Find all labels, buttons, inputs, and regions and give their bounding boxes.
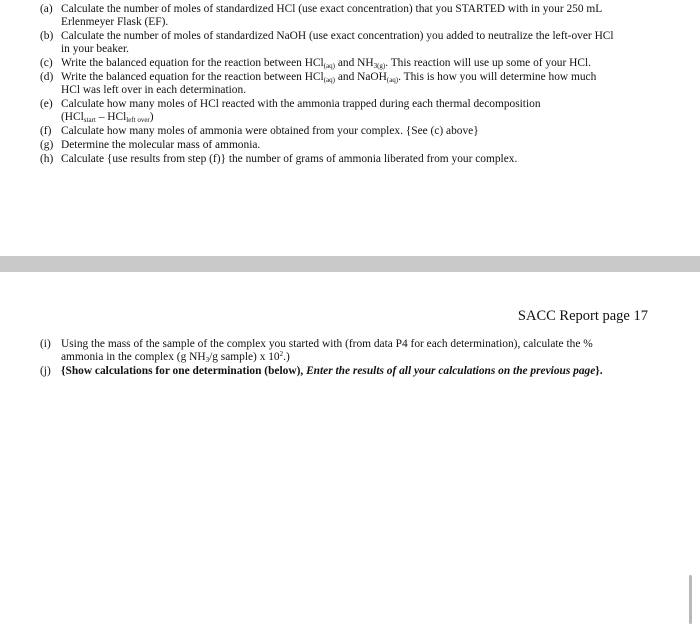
question-label: (g) (40, 139, 54, 151)
question-text: Determine the molecular mass of ammonia. (61, 139, 261, 151)
question-label: (a) (40, 3, 53, 15)
question-b (40, 30, 680, 56)
question-c (40, 57, 680, 70)
question-text: Write the balanced equation for the reaction between HCl (61, 71, 324, 83)
question-label: (c) (40, 57, 53, 69)
question-i (40, 338, 680, 364)
subscript: start (83, 116, 96, 124)
question-text: . This reaction will use up some of your HCl. (385, 57, 591, 69)
subscript: 3 (205, 356, 210, 364)
question-label: (h) (40, 153, 54, 165)
subscript: 3(g) (373, 62, 386, 70)
question-label: (f) (40, 125, 52, 137)
subscript: (aq) (386, 76, 399, 84)
question-text: Calculate how many moles of HCl reacted with the ammonia trapped during each thermal decomposition (61, 98, 541, 110)
question-text: Calculate how many moles of ammonia were obtained from your complex. {See (c) above} (61, 125, 479, 137)
question-text: Using the mass of the sample of the complex you started with (from data P4 for each determination), calculate the % (61, 338, 593, 350)
question-text-cont: Erlenmeyer Flask (EF). (61, 16, 169, 28)
report-page-title: SACC Report page 17 (517, 308, 648, 324)
page-divider (0, 256, 700, 272)
question-label: (i) (40, 338, 51, 350)
question-j (40, 365, 680, 378)
question-text: Write the balanced equation for the reaction between HCl (61, 57, 324, 69)
subscript: (aq) (323, 62, 335, 70)
question-text: .) (283, 351, 290, 363)
subscript: (aq) (323, 76, 335, 84)
question-text: Calculate the number of moles of standardized NaOH (use exact concentration) you added to neutralize the left-over HCl (61, 30, 614, 42)
question-d (40, 71, 680, 97)
question-label: (j) (40, 365, 51, 377)
superscript: 2 (279, 350, 284, 358)
question-e (40, 98, 680, 124)
question-text-cont: HCl was left over in each determination. (61, 84, 247, 96)
question-g (40, 139, 680, 152)
question-f (40, 125, 680, 138)
question-text: . This is how you will determine how much (398, 71, 597, 83)
question-list (40, 3, 680, 167)
instruction-end: }. (595, 365, 603, 377)
question-label: (d) (40, 71, 54, 83)
question-text: ammonia in the complex (g NH (61, 351, 206, 363)
formula-text: ) (149, 111, 154, 123)
subscript: left over (126, 116, 150, 124)
question-text-cont: in your beaker. (61, 43, 130, 55)
question-text: /g sample) x 10 (209, 351, 280, 363)
formula-text: – HCl (95, 111, 127, 123)
question-text: and NaOH (334, 71, 387, 83)
bold-italic-instruction: Enter the results of all your calculations on the previous page (306, 365, 596, 377)
question-h (40, 153, 680, 166)
bold-instruction: {Show calculations for one determination (below), (61, 365, 307, 377)
question-label: (b) (40, 30, 54, 42)
question-text: Calculate the number of moles of standardized HCl (use exact concentration) that you STARTED with in your 250 mL (61, 3, 603, 15)
question-a (40, 3, 680, 29)
question-text: and NH (334, 57, 374, 69)
question-list (40, 338, 680, 379)
question-text: Calculate {use results from step (f)} the number of grams of ammonia liberated from your complex. (61, 153, 518, 165)
formula-text: (HCl (61, 111, 84, 123)
question-label: (e) (40, 98, 53, 110)
page-bottom (0, 272, 700, 624)
page-top (0, 0, 700, 256)
scrollbar-thumb[interactable] (689, 575, 692, 624)
